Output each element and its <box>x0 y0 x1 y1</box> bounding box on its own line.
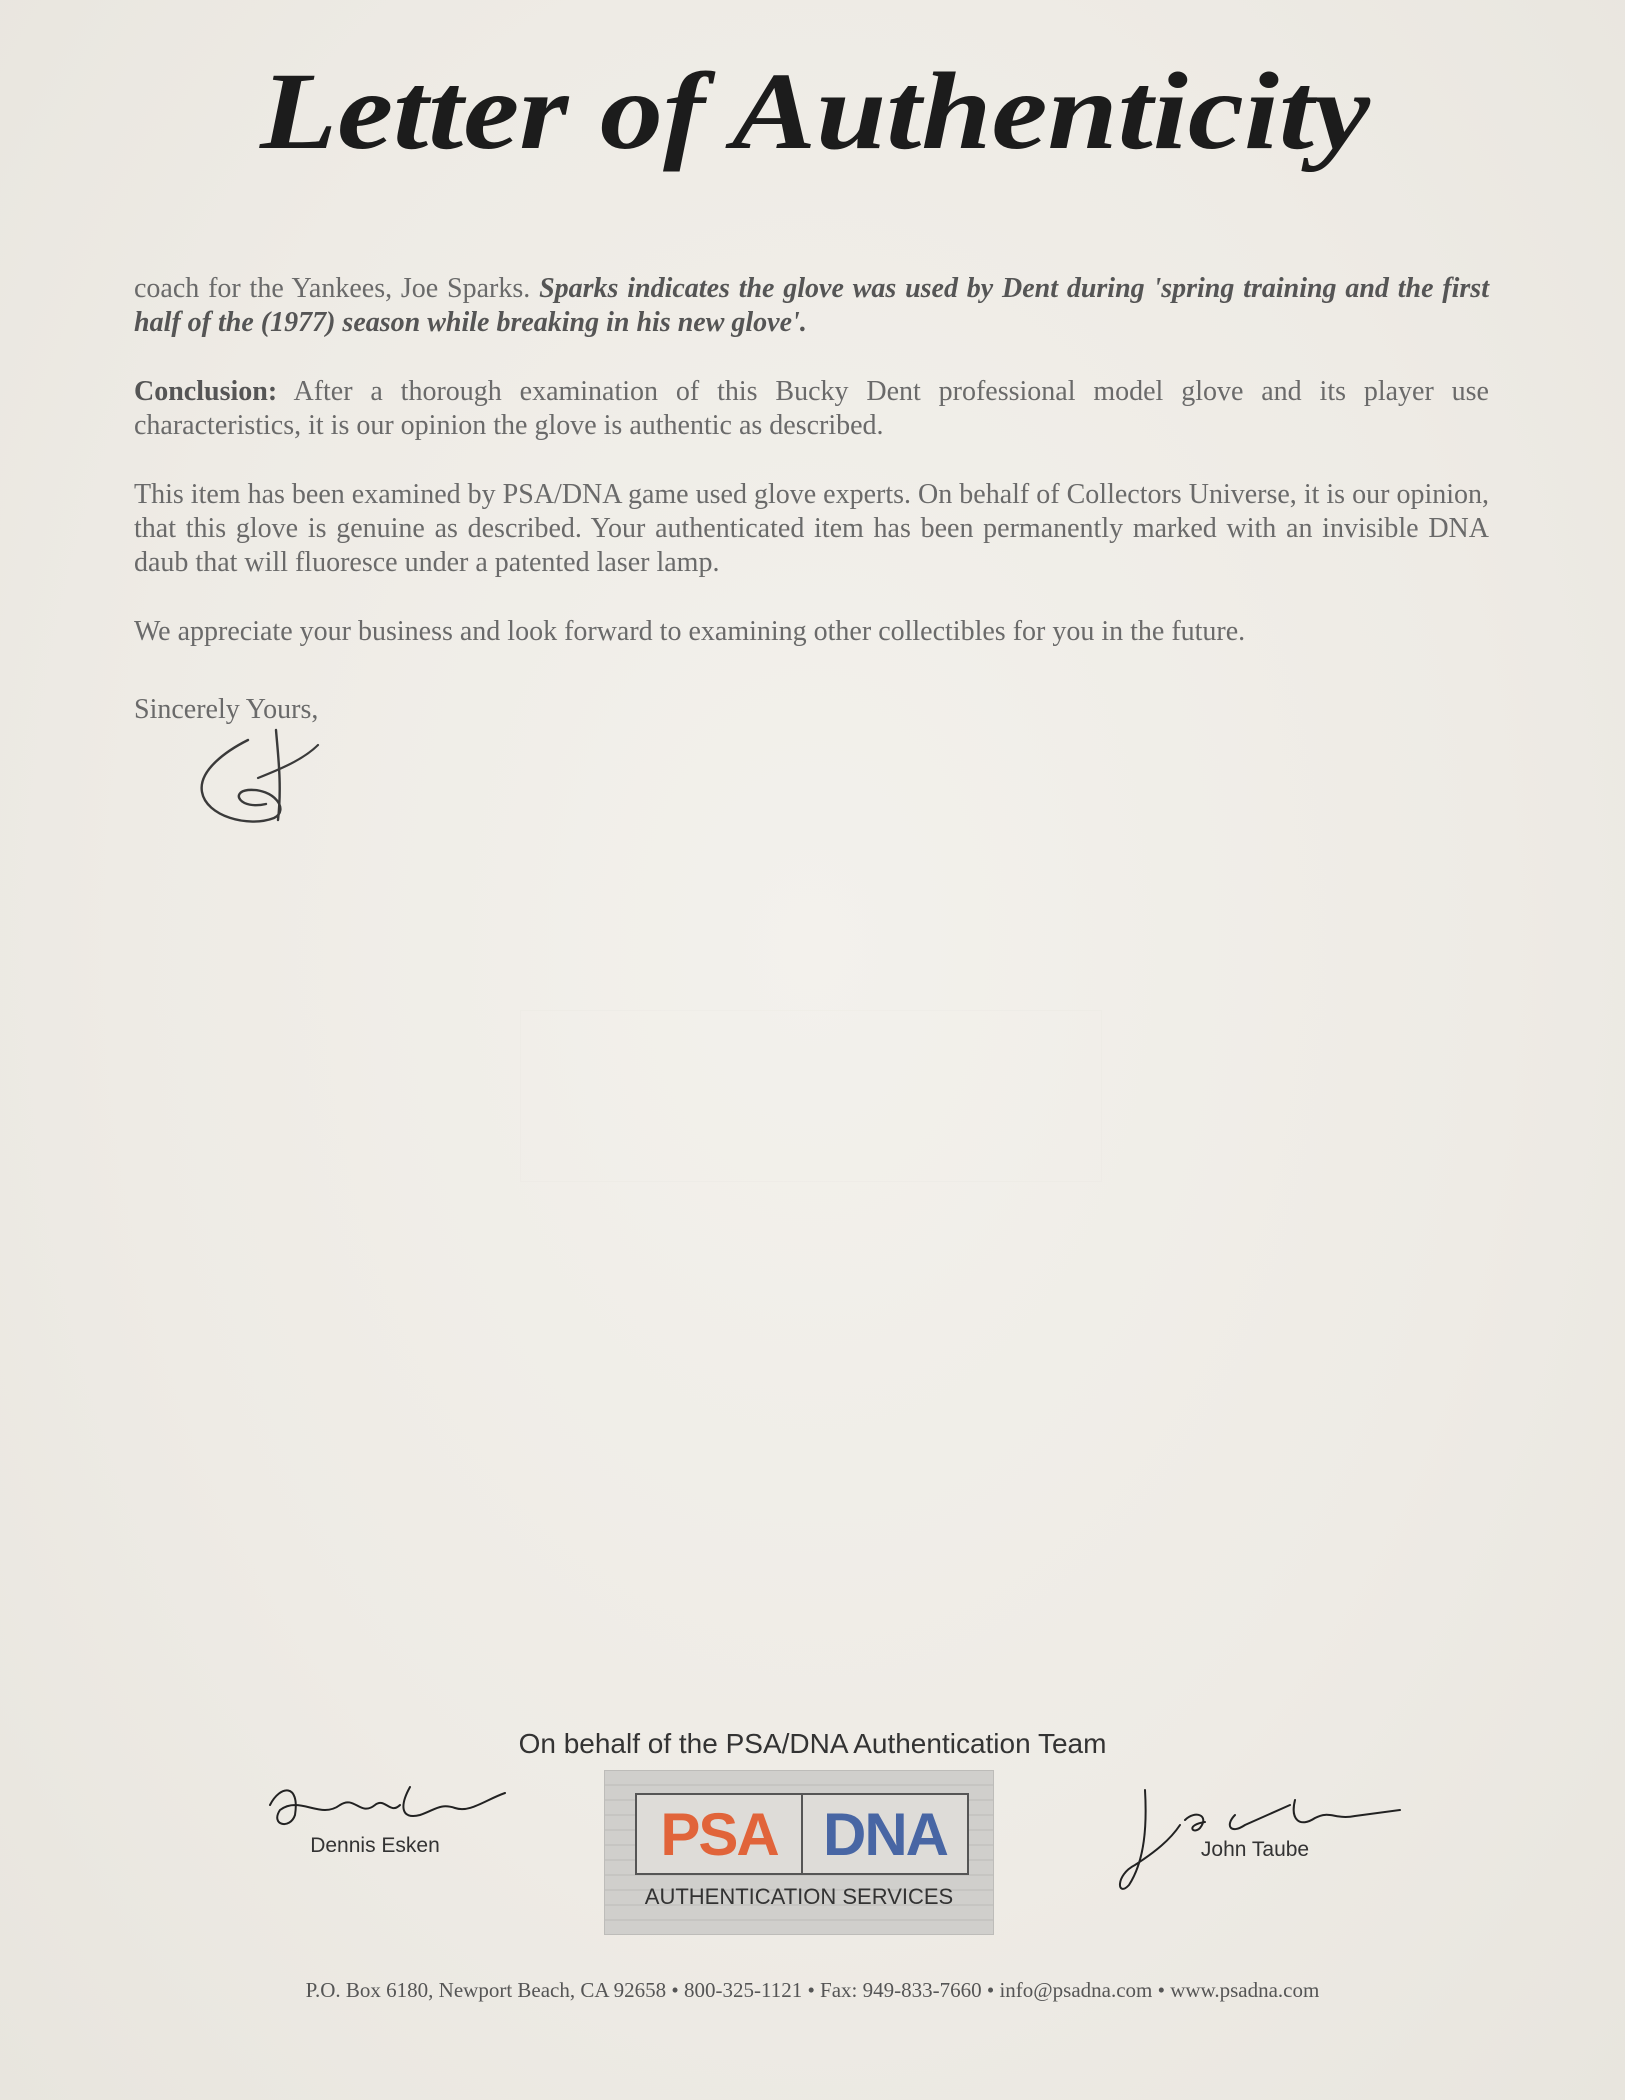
logo-dna-text: DNA <box>823 1800 947 1868</box>
footer-contact: P.O. Box 6180, Newport Beach, CA 92658 • 800-325-1121 • Fax: 949-833-7660 • info@psadna.com • www.psadna.com <box>305 1978 1320 2002</box>
dennis-esken-signature <box>260 1775 510 1835</box>
psa-dna-logo <box>604 1770 994 1935</box>
letter-title <box>230 30 1400 220</box>
logo-frame <box>635 1793 969 1875</box>
letter-body <box>134 272 1489 684</box>
paragraph-sparks <box>134 272 1489 340</box>
conclusion-label: Conclusion: <box>134 376 278 407</box>
faint-watermark <box>520 1010 1102 1182</box>
team-line: On behalf of the PSA/DNA Authentication Team <box>518 1728 1107 1759</box>
paragraph-sparks-plain: coach for the Yankees, Joe Sparks. <box>134 273 540 304</box>
left-signer-name: Dennis Esken <box>310 1834 440 1857</box>
paragraph-sparks-quote: Sparks indicates the glove was used by Dent during 'spring training and the first half of the (1977) season while breaking in his new glove'. <box>134 273 1489 338</box>
paragraph-appreciation: We appreciate your business and look forward to examining other collectibles for you in the future. <box>134 616 1246 647</box>
logo-services-text: AUTHENTICATION SERVICES <box>644 1884 954 1909</box>
logo-psa-text: PSA <box>637 1795 803 1873</box>
right-signer-name: John Taube <box>1200 1838 1310 1861</box>
paragraph-examination: This item has been examined by PSA/DNA game used glove experts. On behalf of Collectors Universe, it is our opinion, that this glove is genuine as described. Your authenticated item has been permanently marked with an invisible DNA daub that will fluoresce under a patented laser lamp. <box>134 479 1489 578</box>
closing-salutation: Sincerely Yours, <box>134 694 319 725</box>
conclusion-text: After a thorough examination of this Bucky Dent professional model glove and its player use characteristics, it is our opinion the glove is authentic as described. <box>134 376 1489 441</box>
paragraph-conclusion <box>134 375 1489 443</box>
handwritten-signature <box>178 700 338 840</box>
letter-title-text: Letter of Authenticity <box>258 50 1372 172</box>
